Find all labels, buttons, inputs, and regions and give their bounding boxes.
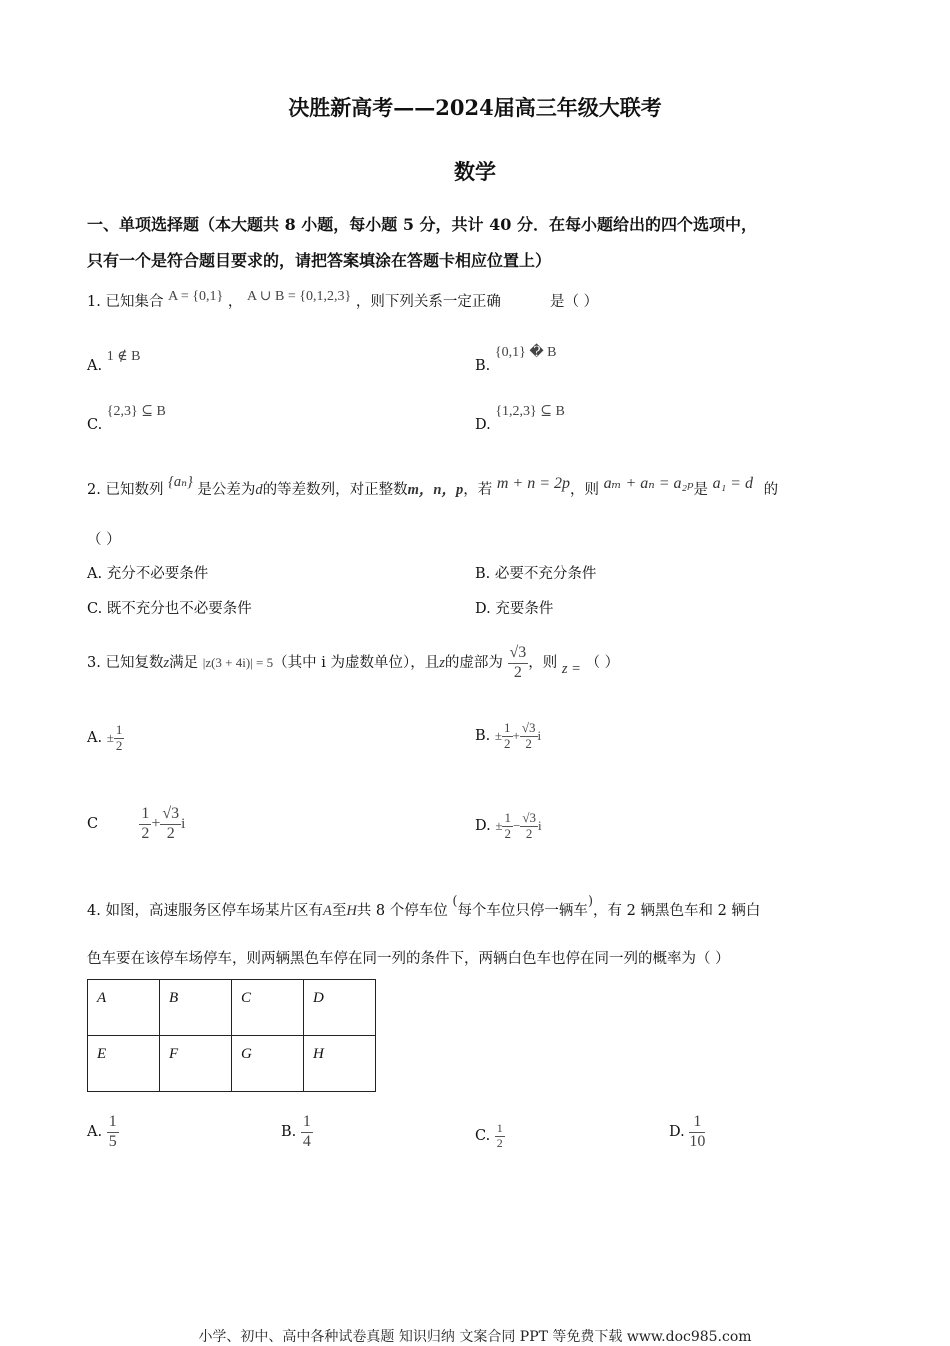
q1-option-d[interactable]: D. {1,2,3} ⊆ B [475, 404, 565, 433]
parking-spot: B [160, 980, 232, 1036]
parking-spot: G [232, 1036, 304, 1092]
q3-option-a[interactable]: A. ± $\frac{1}{2}$ [87, 721, 123, 753]
page-title: 决胜新高考——2024届高三年级大联考 [288, 95, 662, 120]
q4-option-a[interactable]: A. $\frac{1}{5}$ [87, 1113, 117, 1150]
question-4-stem-line2: 色车要在该停车场停车，则两辆黑色车停在同一列的条件下，两辆白色车也停在同一列的概率为（ ） [87, 951, 730, 967]
q4-option-c[interactable]: C. $\frac{1}{2}$ [475, 1120, 503, 1150]
question-2-stem: 2. 已知数列 {aₙ} 是公差为d的等差数列，对正整数m，n，p，若 m + n = 2p，则 aₘ + aₙ = a₂ₚ是 a₁ = d 的 [87, 474, 779, 498]
q2-option-d[interactable]: D. 充要条件 [475, 601, 554, 617]
parking-spot: H [304, 1036, 376, 1092]
subject-title: 数学 [454, 159, 496, 184]
question-1-stem: 1. 已知集合 A = {0,1} ， A ∪ B = {0,1,2,3} ，则下列关系一定正确 是（ ） [87, 289, 599, 310]
footer-text: 小学、初中、高中各种试卷真题 知识归纳 文案合同 PPT 等免费下载 www.doc985.com [198, 1329, 752, 1345]
parking-spot: E [88, 1036, 160, 1092]
q3-option-c[interactable]: C $\frac{1}{2}$ + $\frac{√3}{2}$ i [87, 805, 186, 842]
question-2-paren: （ ） [87, 532, 121, 548]
q4-option-b[interactable]: B. $\frac{1}{4}$ [281, 1113, 311, 1150]
section-heading-line2: 只有一个是符合题目要求的，请把答案填涂在答题卡相应位置上） [87, 251, 552, 270]
q2-option-c[interactable]: C. 既不充分也不必要条件 [87, 601, 252, 617]
parking-spot: F [160, 1036, 232, 1092]
q3-option-b[interactable]: B. ± $\frac{1}{2}$ + $\frac{√3}{2}$ i [475, 719, 542, 751]
imag-part-fraction: $\frac{√3}{2}$ [509, 644, 527, 681]
question-4-stem-line1: 4. 如图，高速服务区停车场某片区有A至H共 8 个停车位 (每个车位只停一辆车)，有 2 辆黑色车和 2 辆白 [87, 894, 761, 919]
q3-option-d[interactable]: D. ± $\frac{1}{2}$ − $\frac{√3}{2}$ i [475, 809, 542, 841]
math-set-a: A = {0,1} [168, 289, 224, 304]
q2-option-a[interactable]: A. 充分不必要条件 [87, 566, 209, 582]
q1-option-a[interactable]: A. 1 ∉ B [87, 349, 141, 374]
q2-option-b[interactable]: B. 必要不充分条件 [475, 566, 597, 582]
parking-spot: A [88, 980, 160, 1036]
math-union: A ∪ B = {0,1,2,3} [246, 289, 352, 304]
q1-option-c[interactable]: C. {2,3} ⊆ B [87, 404, 166, 433]
q4-option-d[interactable]: D. $\frac{1}{10}$ [669, 1113, 706, 1150]
parking-grid [87, 979, 376, 1092]
question-3-stem: 3. 已知复数z满足 |z(3 + 4i)| = 5（其中 i 为虚数单位），且z的虚部为 $\frac{√3}{2}$ ，则 z = （ ） [87, 644, 620, 681]
q1-option-b[interactable]: B. {0,1} � B [475, 345, 557, 374]
parking-spot: D [304, 980, 376, 1036]
parking-spot: C [232, 980, 304, 1036]
section-heading-line1: 一、单项选择题（本大题共 8 小题，每小题 5 分，共计 40 分．在每小题给出的四个选项中， [87, 215, 757, 234]
